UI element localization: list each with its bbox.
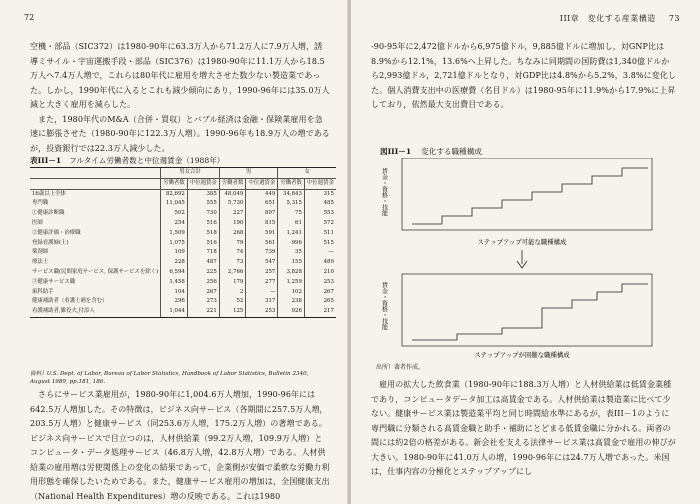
- table-cell: 511: [304, 229, 335, 239]
- sub-header: 労働者数: [219, 178, 246, 189]
- row-label: 歯科助手: [32, 288, 54, 295]
- table-cell: 555: [187, 199, 219, 209]
- table-cell: 265: [304, 297, 335, 307]
- table-cell: 315: [304, 189, 335, 199]
- row-label: 健康補助者（看護士補を含む）: [32, 298, 108, 305]
- table-row: [30, 297, 336, 307]
- table-cell: 268: [219, 229, 246, 239]
- table-cell: —: [304, 248, 335, 258]
- table-row: [30, 248, 336, 258]
- step-line-polarized: [412, 284, 648, 340]
- table-row: [30, 199, 336, 209]
- table-cell: 254: [161, 219, 188, 229]
- table-row: [30, 239, 336, 249]
- table-cell: 807: [246, 209, 278, 219]
- table-cell: 718: [187, 248, 219, 258]
- table-cell: 572: [304, 219, 335, 229]
- sub-header: 労働者数: [161, 178, 188, 189]
- table-cell: 253: [246, 307, 278, 317]
- row-label: サービス職(民間家庭サービス, 保護サービスを除く): [32, 268, 159, 275]
- table-caption: [30, 155, 224, 166]
- table-cell: 6,594: [161, 268, 188, 278]
- table-label: 表III－1: [30, 156, 62, 165]
- right-body-bottom: [371, 378, 677, 480]
- right-body-top: [371, 40, 677, 113]
- row-label: 看護補助者,雑役夫,付添人: [30, 307, 161, 317]
- table-cell: 5,315: [278, 199, 305, 209]
- table-cell: 296: [161, 297, 188, 307]
- table-cell: 48,049: [219, 189, 246, 199]
- paragraph: さらにサービス業雇用が，1980-90年に1,004.6万人増加，1990-96年には642.5万人増加した。その特徴は，ビジネス向サービス（各期間に257.5万人増，203.5万人増）と健康サービス（同253.6万人増，175.2万人増）の著増である。ビジネス向サービスで目立つのは，人材供給業（99.2万人増，109.9万人増）とコンピュータ・データ処理サービス（46.8万人増，42.8万人増）である。人材供給業の雇用増は労使関係上の変化の結果であって，企業側が安価で柔軟な労働力利用形態を確保したいためである。また，健康サービス雇用の増加は，全国健康支出（National Health Expenditures）増の反映である。これは1980: [30, 390, 330, 501]
- table-cell: 34,643: [278, 189, 305, 199]
- table-cell: 277: [246, 278, 278, 288]
- row-label: 薬剤師: [32, 249, 49, 256]
- table-cell: 317: [246, 297, 278, 307]
- table-cell: 2: [219, 288, 246, 298]
- table-cell: 516: [187, 219, 219, 229]
- bottom-y-axis-label: 賃金・資格・技能: [380, 282, 388, 330]
- left-body-top: [30, 40, 330, 156]
- table-cell: 210: [304, 268, 335, 278]
- table-cell: 730: [187, 209, 219, 219]
- table-row: [30, 278, 336, 288]
- table-cell: 221: [187, 307, 219, 317]
- table-row: [30, 307, 336, 317]
- paragraph: 雇用の拡大した飲食業（1980-90年に188.3万人増）と人材供給業は低賃金業種であり，コンピュータデータ加工は高賃金である。人材供給業は製造業に比べて少ない。健康サービス業は製造業平均と同じ時間給水準にあるが，表III－1のように専門職に分類される高賃金職と助手・補助にとどまる低賃金職に分かれる。両者の間には約2倍の格差がある。新会社を支える法律サービス業は高賃金で雇用の伸びが大きい。1980-90年に41.0万人の増，1990-96年には24.7万人増であった。米国は，仕事内容の分極化とステップアップにし: [371, 380, 676, 476]
- table-cell: 547: [246, 258, 278, 268]
- table-cell: 179: [219, 278, 246, 288]
- table-cell: 815: [246, 219, 278, 229]
- top-y-axis-label: 賃金・資格・技能: [380, 168, 388, 216]
- table-row: [30, 268, 336, 278]
- row-label: 16歳以上全体: [32, 190, 66, 197]
- figure-label: 図III－1: [380, 147, 412, 156]
- table-cell: 489: [304, 258, 335, 268]
- top-panel-caption: ステップアップ可能な職種構成: [477, 238, 567, 246]
- table-cell: 267: [187, 288, 219, 298]
- sub-header: 中位週賃金: [304, 178, 335, 189]
- table-cell: 73: [219, 258, 246, 268]
- table-cell: 561: [246, 239, 278, 249]
- row-label: ②健康評価・治療職: [32, 229, 81, 236]
- table-cell: 155: [278, 258, 305, 268]
- table-cell: 449: [246, 189, 278, 199]
- left-page: [0, 0, 349, 504]
- table-cell: 1,458: [161, 278, 188, 288]
- table-cell: 651: [246, 199, 278, 209]
- table-cell: 228: [161, 258, 188, 268]
- table-cell: 485: [304, 199, 335, 209]
- table-row: [30, 189, 336, 199]
- left-body-bottom: [30, 388, 330, 504]
- table-cell: 109: [161, 248, 188, 258]
- table-row: [30, 288, 336, 298]
- table-cell: 591: [246, 229, 278, 239]
- group-header: 女: [278, 168, 336, 179]
- table-row: [30, 229, 336, 239]
- table-cell: 35: [278, 248, 305, 258]
- table-cell: 217: [304, 307, 335, 317]
- page-number-right: 73: [668, 14, 680, 23]
- table-cell: 75: [278, 209, 305, 219]
- sub-header: 中位週賃金: [187, 178, 219, 189]
- figure-caption: [380, 146, 482, 157]
- paragraph: また，1980年代のM&A（合併・買収）とバブル経済は金融・保険業雇用を急速に膨張させた（1980-90年に122.3万人増）。1990-96年も18.9万人の増であるが，投資銀行では22.3万人減少した。: [30, 114, 330, 153]
- table-row: [30, 209, 336, 219]
- table-cell: 553: [304, 209, 335, 219]
- labor-table: [30, 167, 336, 318]
- table-cell: 739: [246, 248, 278, 258]
- table-cell: 518: [187, 229, 219, 239]
- table-cell: 82,692: [161, 189, 188, 199]
- row-label: 医師: [32, 219, 43, 226]
- table-cell: 11,045: [161, 199, 188, 209]
- table-body: [30, 189, 336, 317]
- table-cell: 267: [304, 288, 335, 298]
- table-cell: 3,828: [278, 268, 305, 278]
- bottom-panel-caption: ステップアップが困難な職種構成: [474, 351, 570, 358]
- table-cell: 79: [219, 239, 246, 249]
- table-cell: 487: [187, 258, 219, 268]
- table-cell: 1,044: [161, 307, 188, 317]
- table-cell: 190: [219, 219, 246, 229]
- table-cell: 516: [187, 239, 219, 249]
- table-cell: 104: [161, 288, 188, 298]
- step-line-gradual: [412, 168, 648, 224]
- table-title: フルタイム労働者数と中位週賃金（1988年）: [69, 156, 225, 165]
- table-cell: 227: [219, 209, 246, 219]
- table-cell: 256: [187, 278, 219, 288]
- running-head-title: III章 変化する産業構造: [559, 14, 656, 23]
- table-source: 資料）U.S. Dept. of Labor, Bureau of Labor Statistics, Handbook of Labor Statistics, Bulletin 2340, August 1989, pp.181, 186.: [30, 371, 309, 385]
- occupational-structure-figure: [372, 158, 662, 358]
- row-label: ①健康診断職: [32, 210, 65, 217]
- table-cell: 385: [187, 189, 219, 199]
- figure-title: 変化する職種構成: [421, 147, 482, 156]
- top-panel-frame: [402, 158, 652, 230]
- table-cell: 1,259: [278, 278, 305, 288]
- table-cell: 1,241: [278, 229, 305, 239]
- table-row: [30, 219, 336, 229]
- group-header: 男女合計: [161, 168, 220, 179]
- table-cell: 238: [278, 297, 305, 307]
- table-cell: 273: [187, 297, 219, 307]
- table-corner: [30, 168, 161, 179]
- row-label: 専門職: [32, 200, 49, 207]
- page-number-left: 72: [24, 13, 35, 22]
- table-cell: 102: [278, 288, 305, 298]
- table-cell: 926: [278, 307, 305, 317]
- table-row: [30, 258, 336, 268]
- table-cell: 2,766: [219, 268, 246, 278]
- table-cell: 257: [246, 268, 278, 278]
- table-cell: 225: [187, 268, 219, 278]
- table-cell: 74: [219, 248, 246, 258]
- table-cell: 52: [219, 297, 246, 307]
- figure-source: 出所）著者作成。: [376, 364, 425, 371]
- table-cell: 515: [304, 239, 335, 249]
- row-label: 登録看護婦(士): [32, 239, 69, 246]
- table-cell: 1,509: [161, 229, 188, 239]
- table-cell: 502: [161, 209, 188, 219]
- table-cell: 61: [278, 219, 305, 229]
- running-head: [560, 13, 680, 24]
- table-cell: 5,730: [219, 199, 246, 209]
- row-label: 療法士: [32, 259, 49, 266]
- row-label: ③健康サービス職: [32, 278, 76, 285]
- bottom-panel-frame: [402, 274, 652, 346]
- sub-header: 労働者数: [278, 178, 305, 189]
- table-cell: —: [246, 288, 278, 298]
- table-cell: 125: [219, 307, 246, 317]
- group-header: 男: [219, 168, 278, 179]
- paragraph: 空機・部品（SIC372）は1980-90年に63.3万人から71.2万人に7.9万人増，誘導ミサイル・宇宙運搬手段・部品（SIC376）は1980-90年に11.1万人から18.5万人へ7.4万人増で，これらは80年代に雇用を増大させた数少ない製造業であった。しかし，1990年代に入るとこれも減少傾向にあり，1990-96年には35.0万人減と大きく雇用を減らした。: [30, 42, 330, 109]
- table-cell: 996: [278, 239, 305, 249]
- table-cell: 253: [304, 278, 335, 288]
- table-cell: 1,075: [161, 239, 188, 249]
- paragraph: -90-95年に2,472億ドルから6,975億ドル，9,885億ドルに増加し，対GNP比は8.9%から12.1%，13.6%へ上昇した。ちなみに同期間の国防費は1,340億ドルから2,993億ドル，2,721億ドルとなり，対GDP比は4.8%から5.2%，3.8%に変化した。個人消費支出中の医療費（名目ドル）は1980-95年に11.9%から17.9%に上昇しており，依然最大支出費目である。: [371, 42, 677, 109]
- sub-header: 中位週賃金: [246, 178, 278, 189]
